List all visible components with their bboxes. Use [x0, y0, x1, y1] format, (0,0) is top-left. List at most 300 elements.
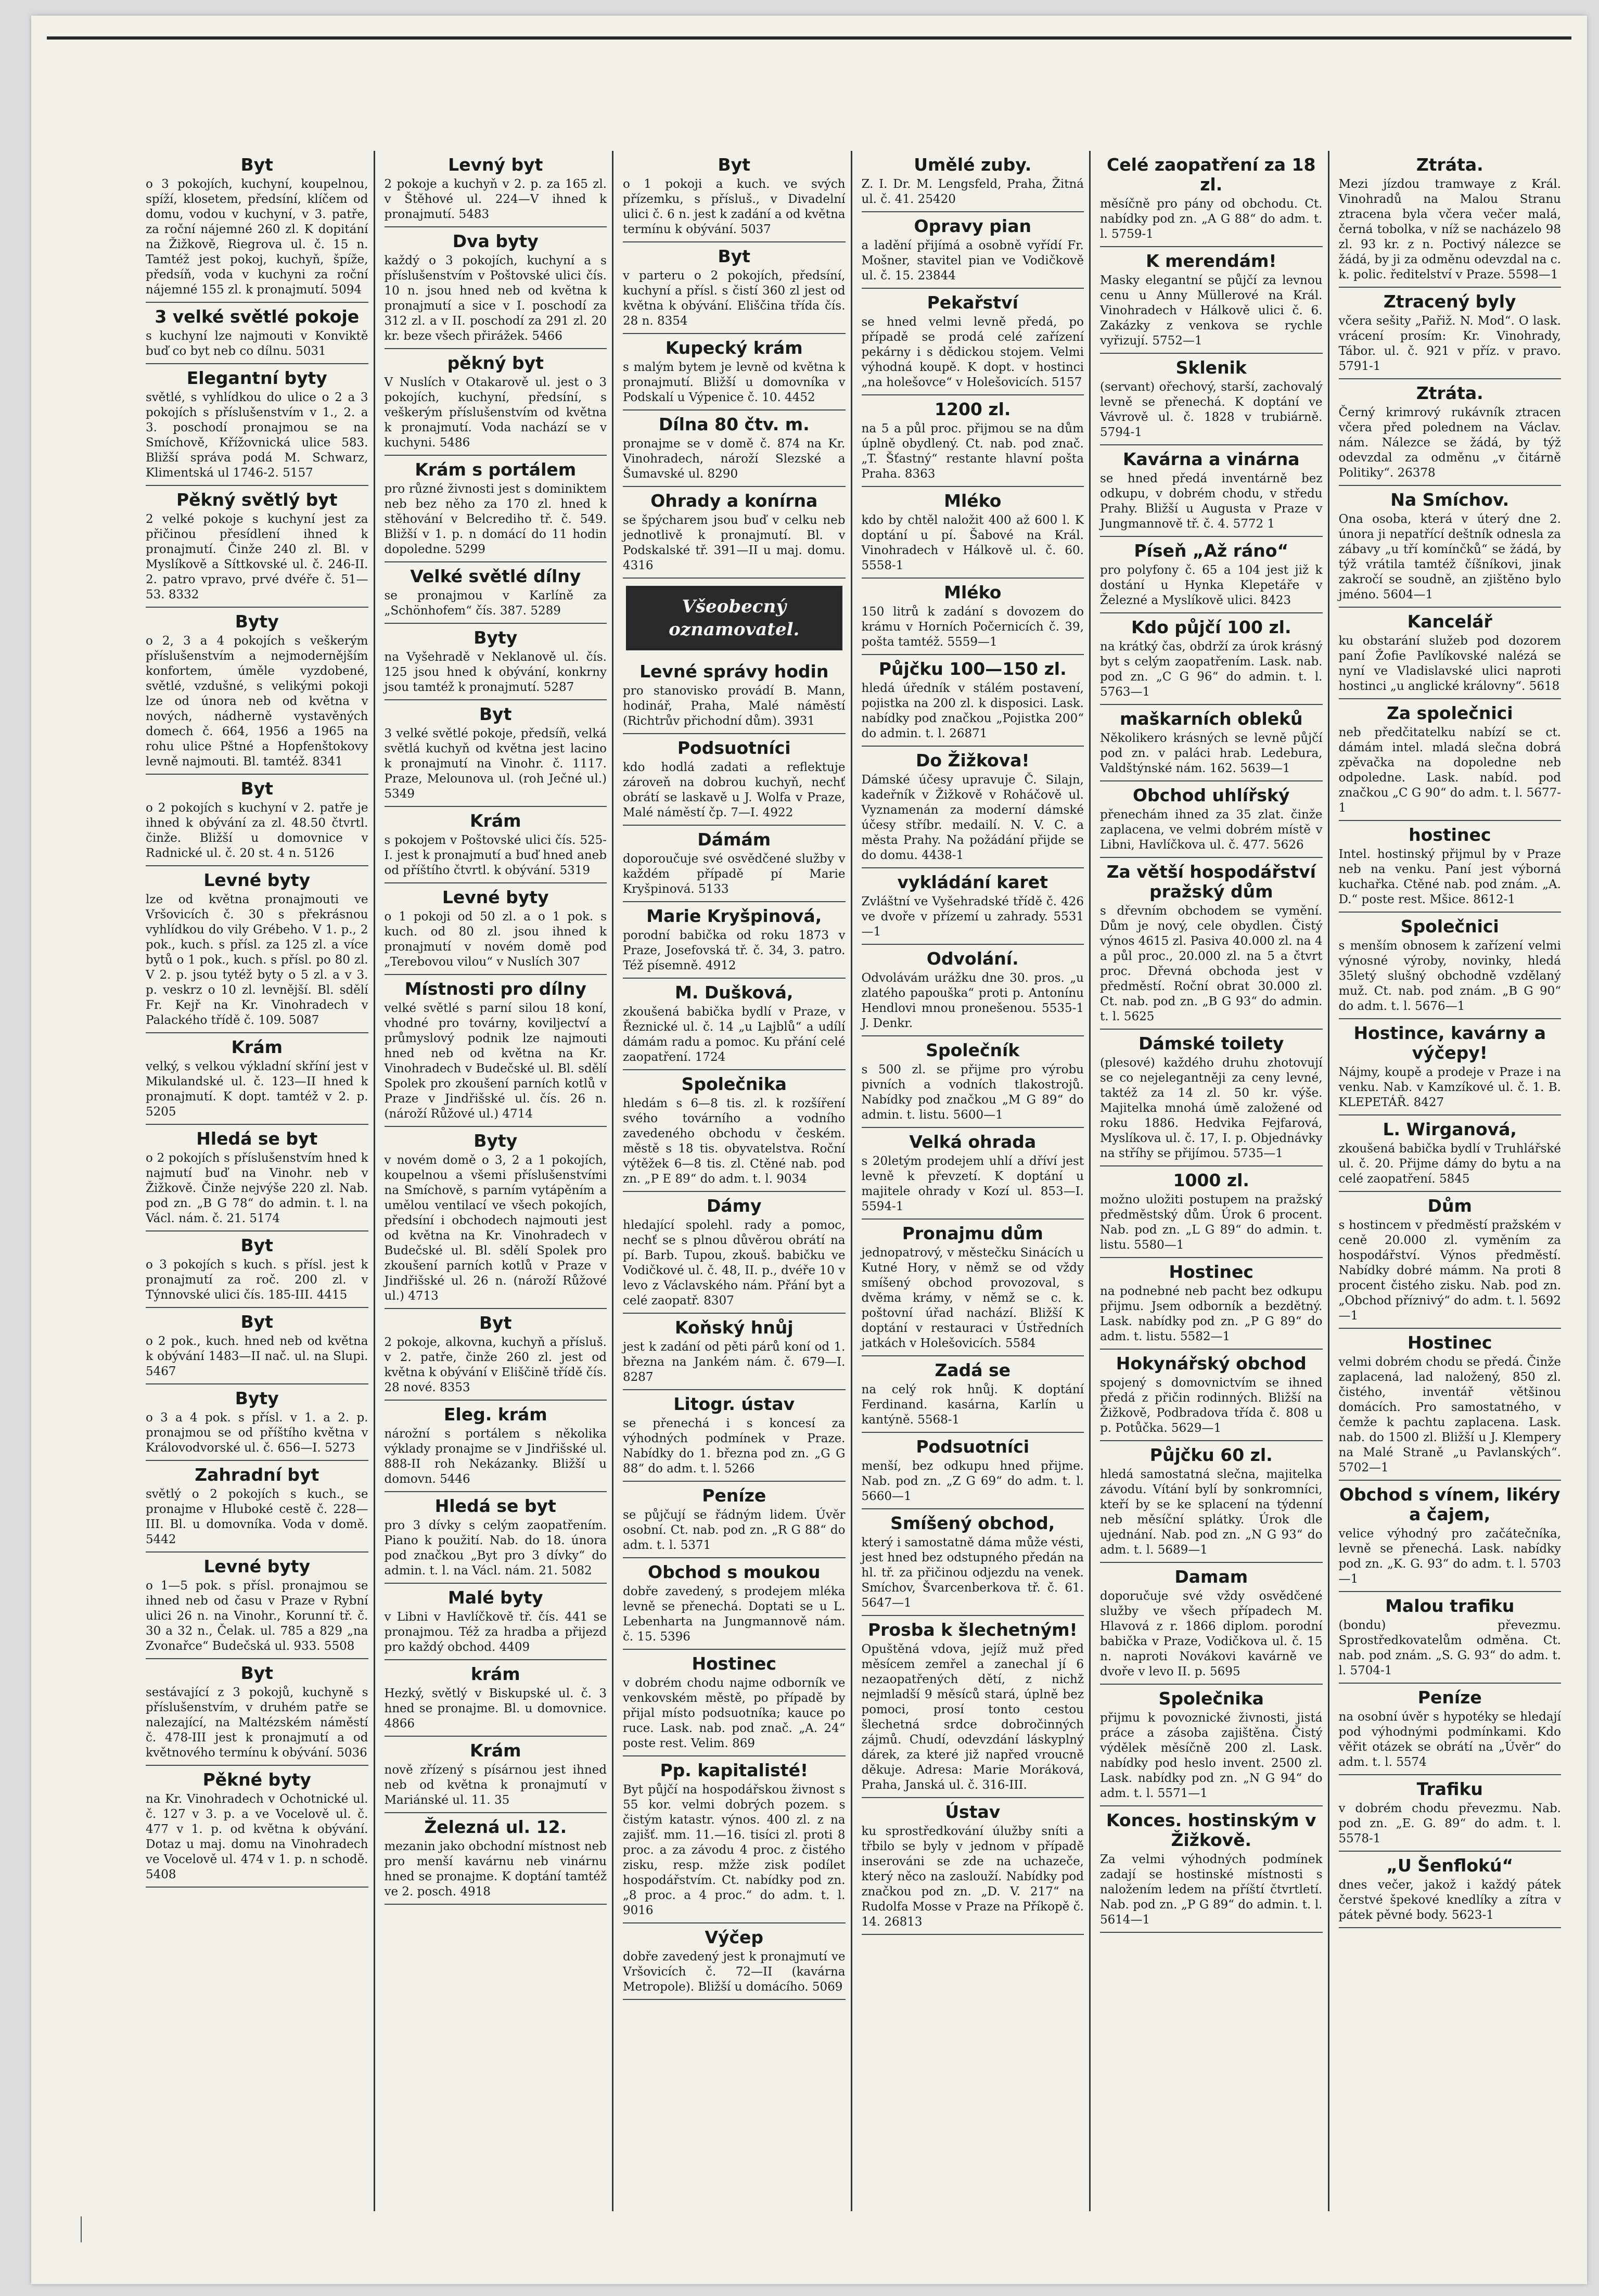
ad-headline: Byt — [240, 778, 273, 799]
ad-headline: Podsuotníci — [677, 738, 791, 758]
ad-headline: Píseň „Až ráno“ — [1134, 541, 1289, 561]
classified-ad — [623, 658, 846, 734]
ad-text: sestávající z 3 pokojů, kuchyně s příslušenstvím, v druhém patře se nalezající, na Maltézském náměstí č. 478-III jest k pronajmutí a od květnového termínu k obývání. 5036 — [146, 1686, 368, 1760]
ad-headline: Damam — [1174, 1567, 1248, 1587]
classified-ad — [146, 1766, 368, 1888]
classified-ad — [1339, 486, 1562, 608]
ad-text: o 3 a 4 pok. s přísl. v 1. a 2. p. pronajmou se od příštího května v Královodvorské ul. č. 656—I. 5273 — [146, 1411, 368, 1455]
ad-headline: Koňský hnůj — [674, 1317, 794, 1338]
classified-ad — [862, 1036, 1084, 1128]
ad-text: pro stanovisko provádí B. Mann, hodinář, Praha, Malé náměstí (Richtrův přichodní dům). 3931 — [623, 684, 846, 728]
ad-text: neb předčitatelku nabízí se ct. dámám intel. mladá slečna dobrá zpěvačka na dopoledne neb odpoledne. Lask. nabíd. pod značkou „C G 90“ do adm. t. l. 5677-1 — [1338, 726, 1561, 815]
ad-headline: Malé byty — [447, 1587, 543, 1608]
classified-ad — [862, 655, 1084, 747]
classified-ad — [385, 349, 607, 456]
ad-text: přenechám ihned za 35 zlat. činže zaplacena, ve velmi dobrém místě v Libni, Havlíčkova ul. č. 477. 5626 — [1100, 808, 1323, 852]
ad-headline: Pp. kapitalisté! — [660, 1760, 808, 1780]
ad-text: s 20letým prodejem uhlí a dříví jest levně k převzetí. K doptání u majitele ohrady v Kozí ul. 853—I. 5594-1 — [861, 1155, 1084, 1213]
ad-text: o 2 pokojích s příslušenstvím hned k najmutí buď na Vinohr. neb v Žižkově. Činže nejvýše 220 zl. Nab. pod zn. „B G 78“ do admin. t. l. na Václ. nám. č. 21. 5174 — [146, 1151, 368, 1225]
ad-headline: vykládání karet — [897, 872, 1048, 892]
classified-ad — [146, 775, 368, 866]
ad-headline: Peníze — [702, 1485, 766, 1506]
ad-headline: Obchod uhlířský — [1133, 785, 1290, 805]
ad-headline: K merendám! — [1146, 251, 1277, 271]
classified-ad — [623, 1558, 846, 1650]
ad-text: (servant) ořechový, starší, zachovalý levně se přenechá. K doptání ve Vávrově ul. č. 1828 v trubiárně. 5794-1 — [1100, 380, 1323, 439]
classified-ad — [146, 1659, 368, 1766]
ad-headline: Pekařství — [927, 292, 1018, 313]
classified-ad — [385, 1660, 607, 1737]
ad-headline: Pěkné byty — [202, 1769, 311, 1790]
classified-ad — [862, 868, 1084, 945]
classified-ad — [385, 151, 607, 227]
ad-headline: Konces. hostinským v Žižkově. — [1106, 1810, 1316, 1850]
ad-text: se přenechá i s koncesí za výhodných podmínek v Praze. Nabídky do 1. března pod zn. „G G 88“ do adm. t. l. 5266 — [623, 1417, 846, 1476]
ad-headline: Marie Kryšpinová, — [646, 906, 822, 926]
ad-text: s pokojem v Poštovské ulici čís. 525-I. jest k pronajmutí a buď hned aneb od příštího čtvrtl. k obývání. 5319 — [384, 833, 607, 877]
classified-ad — [1100, 781, 1323, 858]
ad-headline: Byty — [474, 1131, 518, 1151]
ad-headline: 1000 zl. — [1173, 1170, 1249, 1190]
classified-ad — [1100, 445, 1323, 537]
ad-headline: Eleg. krám — [443, 1404, 547, 1425]
ad-text: Odvolávám urážku dne 30. pros. „u zlatého papouška“ proti p. Antonínu Hendlovi mnou pronešenou. 5535-1 J. Denkr. — [861, 971, 1084, 1030]
ad-text: měsíčně pro pány od obchodu. Ct. nabídky pod zn. „A G 88“ do adm. t. l. 5759-1 — [1100, 197, 1323, 241]
ad-headline: Trafiku — [1416, 1779, 1483, 1799]
ad-text: velmi dobrém chodu se předá. Činže zaplacená, lad naložený, 850 zl. čistého, inventář většinou domácích. Pro samostatného, v čemže k pachtu zaplacena. Lask. nab. do 1500 zl. Bližší u J. Klempery na Malé Straně „u Pavlanských“. 5702—1 — [1338, 1355, 1561, 1474]
ad-headline: Dva byty — [452, 231, 539, 251]
classified-ad — [862, 1509, 1084, 1616]
ad-headline: Za větší hospodářství pražský dům — [1106, 862, 1316, 902]
ad-text: Opuštěná vdova, jejíž muž před měsícem zemřel a zanechal jí 6 nezaopatřených dětí, z nichž nejmladší 9 měsíců stará, úplně bez pomoci, prosí tonto cestou šlechetná srdce dobročinných zájmů. Chudí, odevzdání láskyplný dárek, za které již napřed vroucně děkuje. Adresa: Marie Moráková, Praha, Janská ul. č. 316-III. — [861, 1643, 1084, 1792]
classified-ad — [862, 1220, 1084, 1356]
ad-text: jednopatrový, v městečku Sinácích u Kutné Hory, v němž se od vždy smíšený obchod provozoval, s dvěma krámy, v němž se c. k. poštovní úřad nachází. Bližší K doptání v restauraci v Ústředních jatkách v Holešovicích. 5584 — [861, 1246, 1084, 1350]
ad-headline: Ztráta. — [1416, 155, 1483, 175]
ad-text: v dobrém chodu najme odborník ve venkovském městě, po případě by přijal místo podsuotníka; kauce po ruce. Lask. nab. pod znač. „A. 24“ poste rest. Velim. 869 — [623, 1676, 846, 1750]
ad-text: světlé, s vyhlídkou do ulice o 2 a 3 pokojích s příslušenstvím v 1., 2. a 3. poschodí pronajmou se na Smíchově, Křížovnická ulice 583. Bližší správa podá M. Schwarz, Klimentská ul 1746-2. 5157 — [146, 391, 368, 480]
ad-text: se hned předá inventárně bez odkupu, v dobrém chodu, v středu Prahy. Bližší u Augusta v Praze v Jungmannově tř. č. 4. 5772 1 — [1100, 472, 1323, 531]
ad-text: Masky elegantní se půjčí za levnou cenu u Anny Müllerové na Král. Vinohradech v Hálkově ulici č. 6. Zakázky z venkova se rychle vyřizují. 5752—1 — [1100, 274, 1323, 348]
section-heading-box: Všeobecný oznamovatel. — [626, 586, 842, 650]
classified-ad — [146, 1308, 368, 1384]
ad-text: menší, bez odkupu hned přijme. Nab. pod zn. „Z G 69“ do adm. t. l. 5660—1 — [861, 1459, 1084, 1503]
ad-headline: Hledá se byt — [434, 1496, 556, 1516]
ad-headline: Byty — [474, 627, 518, 648]
ad-headline: Dámské toilety — [1139, 1033, 1284, 1054]
classified-ad — [146, 866, 368, 1033]
classified-ad — [385, 562, 607, 624]
ad-text: na osobní úvěr s hypotéky se hledají pod výhodnými podmínkami. Kdo věřit otázek se obrátí na „Úvěr“ do adm. t. l. 5574 — [1338, 1710, 1561, 1769]
ad-headline: Hledá se byt — [196, 1128, 318, 1149]
classified-ad — [1339, 1481, 1562, 1592]
ad-text: zkoušená babička bydlí v Praze, v Řeznické ul. č. 14 „u Lajblů“ a udílí dámám radu a pomoc. Ku přání celé zaopatření. 1724 — [623, 1005, 846, 1064]
classified-ad — [1339, 821, 1562, 913]
ad-headline: Byt — [479, 704, 512, 724]
ad-text: Dámské účesy upravuje Č. Silajn, kadeřník v Žižkově v Roháčově ul. Vyznamenán za moderní dámské účesy stříbr. medailí. N. V. C. a města Prahy. Na požádání přijde se do domu. 4438-1 — [861, 773, 1084, 862]
ad-text: Ona osoba, která v úterý dne 2. února ji nepatřící deštník odnesla za zábavy „u tří komínčků“ se žádá, by týž vrátila tamtéž číšníkovi, jinak zakročí se soudně, an zjištěno bylo jméno. 5604—1 — [1338, 512, 1561, 601]
column-3 — [618, 151, 852, 2211]
ad-text: o 2, 3 a 4 pokojích s veškerým příslušenstvím a nejmodernějším konfortem, úměle vyzdobené, světlé, vzdušné, s velikými pokoji lze od února neb od května v nových, nádherně vystavěných domech č. 664, 1956 a 1965 na rohu ulice Pštné a Hopfenštokovy levně najmouti. Bl. tamtéž. 8341 — [146, 634, 368, 768]
classified-ad — [1339, 288, 1562, 379]
classified-ad — [146, 303, 368, 364]
ad-text: 3 velké světlé pokoje, předsíň, velká světlá kuchyň od května jest lacino k pronajmutí na Vinohr. č. 1117. Praze, Melounova ul. (roh Ječné ul.) 5349 — [384, 727, 607, 801]
classified-ad — [1339, 1019, 1562, 1115]
ad-text: pro 3 dívky s celým zaopatřením. Piano k použití. Nab. do 18. února pod značkou „Byt pro 3 dívky“ do admin. t. l. na Václ. nám. 21. 5082 — [384, 1519, 607, 1577]
ad-text: o 3 pokojích s kuch. s přísl. jest k pronajmutí za roč. 200 zl. v Týnnovské ulici čís. 185-III. 4415 — [146, 1258, 368, 1302]
classified-ad — [1100, 705, 1323, 781]
ad-headline: krám — [470, 1664, 520, 1684]
ad-headline: Krám — [231, 1037, 283, 1057]
ad-headline: Kupecký krám — [665, 338, 803, 358]
ad-headline: Levné byty — [203, 1556, 311, 1576]
ad-headline: Společnika — [1158, 1688, 1264, 1709]
ad-headline: Dílna 80 čtv. m. — [658, 414, 810, 434]
ad-text: o 3 pokojích, kuchyní, koupelnou, spíží, klosetem, předsíní, klíčem od domu, vodou v kuchyní, v 3. patře, za roční nájemné 260 zl. K dopitání na Žižkově, Riegrova ul. č. 15 n. Tamtéž jest pokoj, kuchyň, špíže, předsíň, voda v kuchyni za roční nájemné 155 zl. k pronajmutí. 5094 — [146, 177, 368, 297]
ad-headline: Levné byty — [203, 870, 311, 890]
classified-ad — [623, 487, 846, 579]
classified-ad — [623, 151, 846, 242]
classified-ad — [146, 608, 368, 775]
classified-ad — [385, 1737, 607, 1813]
ad-headline: Litogr. ústav — [673, 1394, 795, 1414]
classified-ad — [146, 1125, 368, 1232]
ad-headline: Kdo půjčí 100 zl. — [1131, 617, 1291, 637]
classified-ad — [385, 975, 607, 1127]
ad-headline: Celé zaopatření za 18 zl. — [1107, 155, 1316, 195]
ad-text: lze od května pronajmouti ve Vršovicích č. 30 s překrásnou vyhlídkou do vily Grébeho. V 1. p., 2 pok., kuch. s přísl. za 125 zl. a více bytů o 1 pok., kuch. s přísl. po 80 zl. V 2. p. jsou tytéž byty o 5 zl. a v 3. p. veskrz o 10 zl. levnější. Bl. sdělí Fr. Kejř na Kr. Vinohradech v Palackého třídě č. 109. 5087 — [146, 893, 368, 1027]
ad-headline: Byt — [718, 246, 750, 266]
classified-ad — [623, 902, 846, 979]
ad-headline: Hostinec — [692, 1653, 776, 1674]
classified-ad — [623, 334, 846, 411]
ad-text: hledám s 6—8 tis. zl. k rozšíření svého továrního a vodního zavedeného obchodu v českém. městě s 18 tis. obyvatelstva. Roční výtěžek 6—8 tis. zl. Ctěné nab. pod zn. „P E 89“ do adm. t. l. 9034 — [623, 1097, 846, 1186]
ad-text: 150 litrů k zadání s dovozem do krámu v Horních Počernicích č. 39, pošta tamtéž. 5559—1 — [861, 605, 1084, 649]
classified-ad — [146, 1033, 368, 1125]
ad-text: spojený s domovnictvím se ihned předá z přičin rodinných. Bližší na Žižkově, Podbradova třída č. 808 u p. Potůčka. 5629—1 — [1100, 1376, 1323, 1435]
ad-headline: Podsuotníci — [916, 1436, 1030, 1457]
classified-ad — [623, 1482, 846, 1558]
ad-headline: Ztracený byly — [1383, 291, 1516, 312]
margin-mark — [81, 2216, 92, 2242]
ad-text: Několikero krásných se levně půjčí pod zn. v paláci hrab. Ledebura, Valdštýnské nám. 162. 5639—1 — [1100, 732, 1323, 775]
ad-headline: Hostinec — [1169, 1262, 1253, 1282]
ad-text: s malým bytem je levně od května k pronajmutí. Bližší u domovníka v Podskalí u Výpenice č. 10. 4452 — [623, 361, 846, 404]
classified-ad — [146, 486, 368, 608]
classified-ad — [1100, 1258, 1323, 1350]
ad-text: Intel. hostinský přijmul by v Praze neb na venku. Paní jest výborná kuchařka. Ctěné nab. pod znám. „A. D.“ poste rest. Mšice. 8612-1 — [1338, 848, 1561, 906]
classified-ad — [385, 700, 607, 807]
classified-ad — [623, 1070, 846, 1192]
ad-text: doporoučuje své osvědčené služby v každém případě pí Marie Kryšpinová. 5133 — [623, 852, 846, 896]
ad-text: se špýcharem jsou buď v celku neb jednotlivě k pronajmutí. Bl. v Podskalské tř. 391—II u maj. domu. 4316 — [623, 514, 846, 572]
classified-ad — [1100, 858, 1323, 1030]
classified-ad — [623, 1756, 846, 1923]
ad-headline: Krám — [469, 811, 521, 831]
ad-headline: Společnika — [681, 1074, 787, 1094]
ad-text: který i samostatně dáma může vésti, jest hned bez odstupného předán na hl. tř. za přičinou odjezdu na venek. Smíchov, Švarcenberkova tř. č. 61. 5647—1 — [861, 1536, 1084, 1610]
classified-ad — [623, 826, 846, 902]
classified-ad — [1339, 1852, 1562, 1928]
ad-headline: Dům — [1427, 1196, 1472, 1216]
classified-ad — [862, 579, 1084, 655]
classified-ad — [862, 212, 1084, 289]
ad-text: Byt půjčí na hospodářskou živnost s 55 kor. velmi dobrých pozem. s čistým katastr. výnos. 400 zl. z na zajišť. mm. 11.—16. tisíci zl. proti 8 proc. a za závodu 4 proc. z čistého zisku, resp. mžže zisk podílet hospodářstvím. Ct. nabídky pod zn. „8 proc. a 4 proc.“ do adm. t. l. 9016 — [623, 1783, 846, 1917]
ad-text: V Nuslích v Otakarově ul. jest o 3 pokojích, kuchyní, předsíní, s veškerým příslušenstvím od května k pronajmutí. Voda nachází se v kuchyni. 5486 — [384, 376, 607, 450]
classified-ad — [1100, 1166, 1323, 1258]
classified-ad — [623, 734, 846, 826]
ad-text: na krátký čas, obdrží za úrok krásný byt s celým zaopatřením. Lask. nab. pod zn. „C G 96“ do admin. t. l. 5763—1 — [1100, 640, 1323, 699]
classified-ad — [1100, 537, 1323, 613]
ad-headline: Peníze — [1417, 1687, 1482, 1708]
classified-ad — [385, 624, 607, 700]
classified-ad — [1100, 151, 1323, 247]
ad-headline: Malou trafiku — [1385, 1596, 1515, 1616]
ad-text: ku obstarání služeb pod dozorem paní Žofie Pavlíkovské nalézá se nyní ve Vladislavské ulici naproti hostinci „u anglické královny“. 5618 — [1338, 634, 1561, 693]
ad-text: velice výhodný pro začátečníka, levně se přenechá. Lask. nabídky pod zn. „K. G. 93“ do adm. t. l. 5703—1 — [1338, 1527, 1561, 1586]
classified-ad — [146, 364, 368, 486]
ad-headline: pěkný byt — [447, 353, 544, 373]
ad-text: každý o 3 pokojích, kuchyní a s příslušenstvím v Poštovské ulici čís. 10 n. jsou hned neb od května k pronajmutí a sice v I. poschodí za 312 zl. a v II. poschodí za 291 zl. 20 kr. beze všech přirážek. 5466 — [384, 254, 607, 343]
ad-headline: Velká ohrada — [909, 1132, 1037, 1152]
ad-text: se pronajmou v Karlíně za „Schönhofem“ čís. 387. 5289 — [384, 589, 607, 618]
ad-headline: hostinec — [1409, 825, 1491, 845]
ad-text: s 500 zl. se přijme pro výrobu pivních a vodních tlakostrojů. Nabídky pod značkou „M G 89“ do admin. t. listu. 5600—1 — [861, 1063, 1084, 1122]
classified-ad — [146, 151, 368, 303]
ad-text: 2 pokoje a kuchyň v 2. p. za 165 zl. v Štěhové ul. 224—V ihned k pronajmutí. 5483 — [384, 177, 607, 221]
classified-ad — [1339, 1684, 1562, 1775]
ad-headline: Kancelář — [1407, 611, 1492, 632]
ad-headline: Smíšený obchod, — [890, 1513, 1055, 1533]
column-4 — [856, 151, 1091, 2211]
ad-headline: Krám — [469, 1740, 521, 1761]
classified-ad — [1100, 1350, 1323, 1441]
ad-text: na Vyšehradě v Neklanově ul. čís. 125 jsou hned k obývání, konkrny jsou tamtéž k pronajmutí. 5287 — [384, 650, 607, 694]
ad-headline: Byty — [235, 611, 279, 632]
classified-ad — [862, 395, 1084, 487]
ad-headline: Kavárna a vinárna — [1122, 449, 1300, 469]
ad-text: zkoušená babička bydlí v Truhlářské ul. č. 20. Přijme dámy do bytu a na celé zaopatření. 5845 — [1338, 1142, 1561, 1186]
classified-ad — [1339, 1115, 1562, 1192]
classified-ad — [385, 883, 607, 975]
classified-ad — [1339, 379, 1562, 486]
ad-text: nárožní s portálem s několika výklady pronajme se v Jindřišské ul. 888-II roh Nekázanky. Bližší u domovn. 5446 — [384, 1427, 607, 1486]
classified-ad — [1339, 1592, 1562, 1684]
ad-headline: Obchod s vínem, likéry a čajem, — [1339, 1484, 1560, 1524]
ad-headline: Byt — [718, 155, 750, 175]
column-5 — [1095, 151, 1329, 2211]
classified-ad — [1100, 613, 1323, 705]
ad-text: Hezký, světlý v Biskupské ul. č. 3 hned se pronajme. Bl. u domovnice. 4866 — [384, 1687, 607, 1730]
classified-ad — [862, 747, 1084, 868]
ad-headline: Krám s portálem — [415, 459, 577, 480]
ad-text: mezanin jako obchodní místnost neb pro menší kavárnu neb vinárnu hned se pronajme. K doptání tamtéž ve 2. posch. 4918 — [384, 1840, 607, 1899]
ad-headline: Zadá se — [935, 1360, 1011, 1380]
ad-headline: Odvolání. — [926, 948, 1019, 969]
ad-text: doporučuje své vždy osvědčené služby ve všech případech M. Hlavová z r. 1866 diplom. porodní babička v Praze, Vodičkova ul. č. 15 n. naproti Novákovi kavárně ve dvoře v levo II. p. 5695 — [1100, 1589, 1323, 1678]
classified-ad — [1339, 1775, 1562, 1852]
ad-text: 2 pokoje, alkovna, kuchyň a přísluš. v 2. patře, činže 260 zl. jest od května k obývání v Eliščině třídě čís. 28 nové. 8353 — [384, 1336, 607, 1394]
classified-ad — [385, 1492, 607, 1584]
classified-ad — [623, 242, 846, 334]
classified-ad — [623, 1192, 846, 1314]
classified-ad — [385, 1401, 607, 1492]
classified-ad — [1339, 1192, 1562, 1329]
ad-headline: 3 velké světlé pokoje — [155, 306, 360, 327]
classified-ad — [1100, 1030, 1323, 1166]
ad-text: s kuchyní lze najmouti v Konviktě buď co byt neb co dílnu. 5031 — [146, 329, 368, 358]
classified-ad — [862, 1433, 1084, 1509]
classified-ad — [862, 151, 1084, 212]
ad-headline: Hostince, kavárny a výčepy! — [1353, 1023, 1546, 1063]
classified-ad — [1100, 354, 1323, 445]
ad-text: o 1 pokoji a kuch. ve svých přízemku, s přísluš., v Divadelní ulici č. 6 n. jest k zadání a od května termínu k obývání. 5037 — [623, 177, 846, 236]
ad-text: Černý krimrový rukávník ztracen včera před polednem na Václav. nám. Nálezce se žádá, by týž odevzdal za odměnu „v čitárně Politiky“. 26378 — [1338, 406, 1561, 480]
classified-ad — [385, 1309, 607, 1401]
ad-text: možno uložiti postupem na pražský předměstský dům. Úrok 6 procent. Nab. pod zn. „L G 89“ do admin. t. listu. 5580—1 — [1100, 1193, 1323, 1252]
ad-headline: M. Dušková, — [675, 982, 794, 1003]
ad-text: (plesové) každého druhu zhotovují se co nejelegantněji za ceny levné, taktéž za 14 zl. 50 kr. výše. Majitelka mnohá úmě založené od roku 1886. Hedvika Fejfarová, Myslíkova ul. č. 17, I. p. Objednávky na stříhy se přijímou. 5735—1 — [1100, 1056, 1323, 1160]
ad-headline: Ztráta. — [1416, 383, 1483, 403]
ad-text: v dobrém chodu převezmu. Nab. pod zn. „E. G. 89“ do adm. t. l. 5578-1 — [1338, 1802, 1561, 1845]
ad-text: na podnebné neb pacht bez odkupu přijmu. Jsem odborník a bezdětný. Lask. nabídky pod zn. „P G 89“ do adm. t. listu. 5582—1 — [1100, 1285, 1323, 1343]
ad-text: jest k zadání od pěti párů koní od 1. března na Jankém nám. č. 679—I. 8287 — [623, 1340, 846, 1384]
classified-ad — [1100, 1441, 1323, 1563]
ad-text: Zvláštní ve Vyšehradské třídě č. 426 ve dvoře v přízemí u zahrady. 5531—1 — [861, 895, 1084, 939]
ad-text: se hned velmi levně předá, po případě se prodá celé zařízení pekárny i s dědickou stojem. Velmi výhodná koupě. K dopt. v hostinci „na holešovce“ v Holešovicích. 5157 — [861, 315, 1084, 389]
ad-text: (bondu) převezmu. Sprostředkovatelům odměna. Ct. nab. pod znám. „S. G. 93“ do adm. t. l. 5704-1 — [1338, 1619, 1561, 1677]
ad-text: o 1 pokoji od 50 zl. a o 1 pok. s kuch. od 80 zl. jsou ihned k pronajmutí v novém domě pod „Terebovou vilou“ v Nuslích 307 — [384, 910, 607, 969]
ad-headline: Hokynářský obchod — [1116, 1353, 1307, 1374]
newspaper-page — [31, 16, 1587, 2284]
ad-text: nově zřízený s písárnou jest ihned neb od května k pronajmutí v Mariánské ul. 11. 35 — [384, 1763, 607, 1807]
classified-ad — [385, 807, 607, 883]
ad-text: v novém domě o 3, 2 a 1 pokojích, koupelnou a všemi příslušenstvími na Smíchově, s parním vytápěním a umělou ventilací ve všech pokojích, předsíní i obchodech najmouti jest od května na Kr. Vinohradech v Budečské ul. Bl. sdělí Spolek pro zkoušení parních kotlů v Praze v Jindřišské ul. 26 n. (nároží Růžové ul.) 4713 — [384, 1153, 607, 1303]
ad-text: hledá úředník v stálém postavení, pojistka na 200 zl. k disposici. Lask. nabídky pod značkou „Pojistka 200“ do admin. t. l. 26871 — [861, 682, 1084, 740]
classified-ad — [146, 1384, 368, 1461]
ad-headline: Velké světlé dílny — [410, 566, 581, 586]
ad-headline: maškarních obleků — [1119, 709, 1303, 729]
classified-ad — [146, 1461, 368, 1553]
ad-text: Z. I. Dr. M. Lengsfeld, Praha, Žitná ul. č. 41. 25420 — [861, 177, 1084, 206]
classified-ad — [862, 289, 1084, 395]
ad-headline: Půjčku 100—150 zl. — [878, 659, 1067, 679]
classified-ad — [862, 1356, 1084, 1433]
classified-ad — [385, 1813, 607, 1905]
ad-headline: Na Smíchov. — [1390, 490, 1510, 510]
ad-text: pronajme se v domě č. 874 na Kr. Vinohradech, nároží Slezské a Šumavské ul. 8290 — [623, 437, 846, 481]
ad-text: v parteru o 2 pokojích, předsíní, kuchyní a přísl. s čistí 360 zl jest od května k obývání. Eliščina třída čís. 28 n. 8354 — [623, 269, 846, 328]
classified-ad — [385, 456, 607, 562]
classified-ad — [862, 1616, 1084, 1798]
ad-headline: Dámám — [697, 829, 771, 850]
ad-headline: 1200 zl. — [935, 399, 1011, 419]
ad-text: se půjčují se řádným lidem. Úvěr osobní. Ct. nab. pod zn. „R G 88“ do adm. t. l. 5371 — [623, 1508, 846, 1552]
ad-text: dobře zavedený, s prodejem mléka levně se přenechá. Doptati se u L. Lebenharta na Jungmannově nám. č. 15. 5396 — [623, 1585, 846, 1644]
column-2 — [379, 151, 614, 2211]
ad-headline: Místnosti pro dílny — [404, 979, 586, 999]
classified-ad — [146, 1553, 368, 1659]
ad-text: a ladění přijímá a osobně vyřídí Fr. Mošner, stavitel pian ve Vodičkově ul. č. 15. 23844 — [861, 239, 1084, 283]
ad-text: na Kr. Vinohradech v Ochotnické ul. č. 127 v 3. p. a ve Vocelově ul. č. 477 v 1. p. od května k obývání. Dotaz u maj. domu na Vinohradech ve Vocelově ul. 474 v 1. p. n schodě. 5408 — [146, 1792, 368, 1881]
ad-headline: Opravy pian — [914, 216, 1031, 236]
ad-headline: Pronajmu dům — [902, 1223, 1043, 1243]
ad-headline: Mléko — [944, 491, 1002, 511]
classified-ad — [862, 1798, 1084, 1935]
classified-ad — [385, 1127, 607, 1309]
classified-ad — [862, 1128, 1084, 1220]
ad-text: s hostincem v předměstí pražském v ceně 20.000 zl. vyměním za hospodářství. Výnos předměstí. Nabídky dobré mámm. Na proti 8 procent čistého zisku. Nab. pod zn. „Obchod příznivý“ do adm. t. l. 5692—1 — [1338, 1218, 1561, 1323]
ad-headline: Společník — [926, 1040, 1020, 1060]
ad-text: včera sešity „Pařiž. N. Mod“. O lask. vrácení prosím: Kr. Vinohrady, Tábor. ul. č. 921 v příz. v pravo. 5791-1 — [1338, 314, 1561, 373]
ad-headline: Elegantní byty — [186, 368, 327, 388]
classified-ad — [385, 1584, 607, 1660]
ad-headline: Železná ul. 12. — [424, 1817, 567, 1837]
ad-headline: Hostinec — [1408, 1332, 1492, 1353]
ad-text: porodní babička od roku 1873 v Praze, Josefovská tř. č. 34, 3. patro. Též písemně. 4912 — [623, 929, 846, 972]
classified-ad — [1100, 1806, 1323, 1933]
ad-text: na 5 a půl proc. přijmou se na dům úplně obydlený. Ct. nab. pod znač. „T. Šťastný“ restante hlavní pošta Praha. 8363 — [861, 422, 1084, 481]
ad-headline: Sklenik — [1175, 357, 1247, 378]
ad-headline: Levné správy hodin — [639, 661, 829, 682]
classified-ad — [623, 1923, 846, 2000]
classified-ad — [623, 411, 846, 487]
ad-headline: Byt — [240, 1235, 273, 1255]
ad-headline: Obchod s moukou — [648, 1562, 821, 1582]
ad-headline: Umělé zuby. — [914, 155, 1032, 175]
classified-ad — [385, 227, 607, 349]
ad-text: kdo by chtěl naložit 400 až 600 l. K doptání u pí. Šabové na Král. Vinohradech v Hálkově ul. č. 60. 5558-1 — [861, 514, 1084, 572]
classified-columns — [140, 151, 1566, 2211]
ad-text: přijmu k povoznické živnosti, jistá práce a zásoba zajištěna. Čistý výdělek měsíčně 200 zl. Lask. nabídky pod heslo invent. 2500 zl. Lask. nabídky pod zn. „N G 94“ do adm. t. l. 5571—1 — [1100, 1711, 1323, 1800]
ad-text: pro polyfony č. 65 a 104 jest již k dostání u Hynka Klepetáře v Železné a Myslíkově ulici. 8423 — [1100, 563, 1323, 607]
classified-ad — [623, 1390, 846, 1482]
ad-headline: Byt — [240, 1663, 273, 1683]
ad-headline: Byty — [235, 1388, 279, 1408]
classified-ad — [623, 1314, 846, 1390]
classified-ad — [146, 1232, 368, 1308]
ad-text: velké světlé s parní silou 18 koní, vhodné pro továrny, koviljectví a průmyslový podnik lze najmouti hned neb od května na Kr. Vinohradech v Budečské ul. Bl. sdělí Spolek pro zkoušení parních kotlů v Praze v Jindřišské ul. čís. 26 n. (nároží Růžové ul.) 4714 — [384, 1002, 607, 1121]
ad-headline: Pěkný světlý byt — [176, 490, 338, 510]
ad-text: s menším obnosem k zařízení velmi výnosné výroby, novinky, hledá 35letý slušný obchodně vzdělaný muž. Ct. nab. pod znám. „B G 90“ do adm. t. l. 5676—1 — [1338, 939, 1561, 1013]
ad-headline: Byt — [240, 155, 273, 175]
ad-text: ku sprostředkování úlužby sníti a třbilo se byly v jednom v případě inserováni se zde na uchazeče, který něco na zaslouží. Nabídky pod značkou pod zn. „D. V. 217“ na Rudolfa Mosse v Praze na Příkopě č. 14. 26813 — [861, 1825, 1084, 1929]
classified-ad — [623, 979, 846, 1070]
ad-text: o 1—5 pok. s přísl. pronajmou se ihned neb od času v Praze v Rybní ulici 26 n. na Vinohr., Korunní tř. č. 30 a 32 n., Čelak. ul. 785 a 829 „na Zvonařce“ Budečská ul. 933. 5508 — [146, 1579, 368, 1653]
ad-headline: Levné byty — [442, 887, 549, 907]
ad-text: Mezi jízdou tramwaye z Král. Vinohradů na Malou Stranu ztracena byla včera večer malá, černá tobolka, v níž se nacházelo 98 zl. 93 kr. z n. Poctivý nálezce se žádá, by ji za odměnu odevzdal na c. k. polic. ředitelství v Praze. 5598—1 — [1338, 177, 1561, 281]
ad-text: kdo hodlá zadati a reflektuje zároveň na dobrou kuchyň, nechť obrátí se laskavě u J. Wolfa v Praze, Malé náměstí čp. 7—I. 4922 — [623, 761, 846, 819]
ad-text: Nájmy, koupě a prodeje v Praze i na venku. Nab. v Kamzíkové ul. č. 1. B. KLEPETÁŘ. 8427 — [1338, 1066, 1561, 1109]
ad-headline: Půjčku 60 zl. — [1149, 1445, 1273, 1465]
ad-headline: Levný byt — [448, 155, 543, 175]
classified-ad — [1339, 608, 1562, 699]
ad-text: v Libni v Havlíčkově tř. čís. 441 se pronajmou. Též za hradba a přijezd pro každý obchod. 4409 — [384, 1610, 607, 1654]
column-6 — [1334, 151, 1567, 2211]
ad-text: s dřevním obchodem se vymění. Dům je nový, cele obydlen. Čistý výnos 4615 zl. Pasiva 40.000 zl. na 4 a půl proc., 20.000 zl. na 5 a čtvrt proc. Dřevná obchoda jest v předměstí. Roční obrat 30.000 zl. Ct. nab. pod zn. „B G 93“ do admin. t. l. 5625 — [1100, 904, 1323, 1023]
ad-headline: Byt — [240, 1312, 273, 1332]
ad-headline: Společnici — [1400, 916, 1499, 937]
ad-headline: Ústav — [945, 1802, 1001, 1822]
top-rule — [47, 36, 1571, 40]
classified-ad — [1339, 913, 1562, 1019]
ad-headline: Výčep — [705, 1927, 764, 1947]
ad-text: o 2 pok., kuch. hned neb od května k obývání 1483—II nač. ul. na Slupi. 5467 — [146, 1335, 368, 1378]
ad-headline: Byt — [479, 1313, 512, 1333]
ad-headline: Zahradní byt — [195, 1465, 319, 1485]
ad-text: dnes večer, jakož i každý pátek čerstvé špekové knedlíky a zítra v pátek pěvné body. 5623-1 — [1338, 1878, 1561, 1922]
classified-ad — [1100, 1685, 1323, 1806]
ad-headline: Ohrady a konírna — [650, 491, 818, 511]
